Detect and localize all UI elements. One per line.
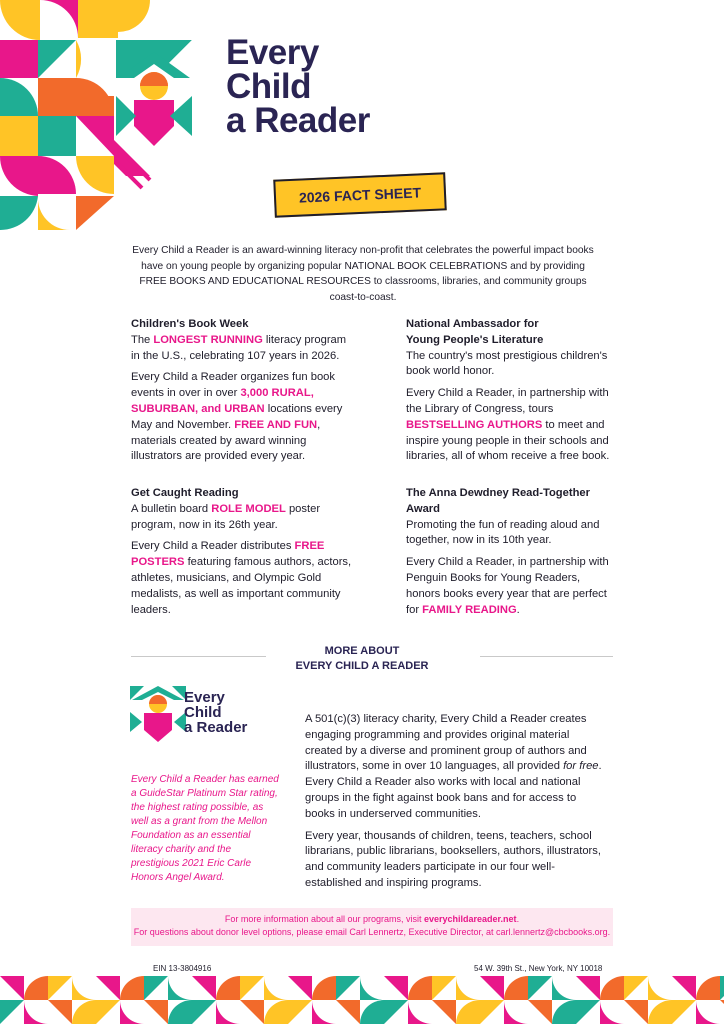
footer-tile (336, 976, 360, 1000)
footer-tile (0, 1000, 24, 1024)
footer-tile (192, 1000, 216, 1024)
footer-tile (432, 1000, 456, 1024)
website-link[interactable]: everychildareader.net (424, 914, 517, 924)
footer-tile (360, 1000, 384, 1024)
footer-tile (408, 976, 432, 1000)
footer-tile (576, 1000, 600, 1024)
footer-tile (672, 976, 696, 1000)
section-paragraph: Every Child a Reader organizes fun book events in over in over 3,000 RURAL, SUBURBAN, and URBAN locations every May and November. FREE AND FUN, materials created by award winning illustrators are provided every year. (131, 371, 343, 463)
footer-tile (552, 976, 576, 1000)
section-get-caught-reading (131, 486, 361, 624)
footer-tile (312, 976, 336, 1000)
footer-tile (192, 976, 216, 1000)
info-line-email: For questions about donor level options, please email Carl Lennertz, Executive Director, at carl.lennertz@cbcbooks.org. (133, 927, 611, 937)
footer-tile (504, 1000, 528, 1024)
footer-tile (672, 1000, 696, 1024)
footer-tile (48, 1000, 72, 1024)
geometric-corner-art (0, 0, 220, 230)
logo-line-a-reader: a Reader (226, 101, 370, 140)
footer-tile (528, 1000, 552, 1024)
section-paragraph: Every Child a Reader, in partnership with the Library of Congress, tours BESTSELLING AUTHORS to meet and inspire young people in their schools and libraries, all of whom receive a free book. (406, 387, 610, 463)
section-title: Children's Book Week (131, 318, 249, 330)
footer-tile (96, 1000, 120, 1024)
section-paragraph: Every Child a Reader distributes FREE POSTERS featuring famous authors, actors, athletes, musicians, and Olympic Gold medalists, as well as important community leaders. (131, 540, 352, 616)
about-text (305, 712, 605, 898)
footer-tile (120, 1000, 144, 1024)
footer-tile (480, 1000, 504, 1024)
footer-tile (600, 976, 624, 1000)
footer-tile (456, 1000, 480, 1024)
footer-tile (288, 1000, 312, 1024)
footer-tile (24, 1000, 48, 1024)
footer-tile (456, 976, 480, 1000)
footer-tile (648, 976, 672, 1000)
about-paragraph: A 501(c)(3) literacy charity, Every Child a Reader creates engaging programming and provides original material created by a diverse and prominent group of authors and illustrators, some in over 10 languages, all provided for free. Every Child a Reader also works with local and national groups in the fight against book bans and for access to books in underserved communities. (305, 713, 602, 820)
footer-tile (216, 976, 240, 1000)
footer-tile (240, 976, 264, 1000)
footer-tile (264, 976, 288, 1000)
footer-tile (120, 976, 144, 1000)
contact-info-box (131, 908, 613, 946)
footer-tile (504, 976, 528, 1000)
section-paragraph: The LONGEST RUNNING literacy program in the U.S., celebrating 107 years in 2026. (131, 333, 347, 362)
footer-tile (696, 1000, 720, 1024)
footer-tile (96, 976, 120, 1000)
section-title: Get Caught Reading (131, 487, 239, 499)
section-paragraph: Every Child a Reader, in partnership with Penguin Books for Young Readers, honors books every year that are perfect for FAMILY READING. (406, 556, 609, 616)
section-national-ambassador (406, 317, 616, 471)
section-childrens-book-week (131, 317, 353, 471)
footer-tile (624, 1000, 648, 1024)
footer-tile (432, 976, 456, 1000)
footer-tile (48, 976, 72, 1000)
footer-tile (72, 976, 96, 1000)
more-about-heading: MORE ABOUT EVERY CHILD A READER (295, 645, 429, 672)
footer-tile (552, 1000, 576, 1024)
footer-tile (144, 976, 168, 1000)
footer-tile (288, 976, 312, 1000)
section-paragraph: A bulletin board ROLE MODEL poster program, now in its 26th year. (131, 502, 321, 531)
logo-line-child: Child (226, 67, 311, 106)
footer-tile (696, 976, 720, 1000)
guidestar-note: Every Child a Reader has earned a GuideStar Platinum Star rating, the highest rating possible, as well as a grant from the Mellon Foundation as an essential literacy charity and the prestigious 2021 Eric Carle Honors Angel Award. (131, 774, 279, 883)
ein-number: EIN 13-3804916 (153, 964, 212, 973)
footer-tile (624, 976, 648, 1000)
footer-tile (576, 976, 600, 1000)
footer-tile (480, 976, 504, 1000)
footer-tile (264, 1000, 288, 1024)
geometric-footer-art (0, 976, 724, 1024)
footer-tile (600, 1000, 624, 1024)
mailing-address: 54 W. 39th St., New York, NY 10018 (474, 964, 603, 973)
footer-tile (360, 976, 384, 1000)
section-title: National Ambassador for Young People's Literature (406, 318, 544, 346)
footer-tile (168, 976, 192, 1000)
logo-line-every: Every (226, 33, 319, 72)
footer-tile (648, 1000, 672, 1024)
footer-tile (408, 1000, 432, 1024)
section-anna-dewdney-award (406, 486, 616, 624)
footer-tile (384, 1000, 408, 1024)
logo-wordmark (226, 33, 370, 140)
section-paragraph: The country's most prestigious children's book world honor. (406, 349, 608, 378)
section-title: The Anna Dewdney Read-Together Award (406, 487, 590, 515)
footer-tile (144, 1000, 168, 1024)
footer-tile (720, 1000, 724, 1024)
footer-tile (240, 1000, 264, 1024)
footer-tile (216, 1000, 240, 1024)
section-paragraph: Promoting the fun of reading aloud and together, now in its 10th year. (406, 518, 600, 547)
about-paragraph: Every year, thousands of children, teens, teachers, school librarians, public librarians, booksellers, authors, illustrators, and community leaders participate in our four well-established and inspiring programs. (305, 829, 601, 889)
fact-sheet-banner: 2026 FACT SHEET (273, 172, 446, 217)
small-logo-wordmark: Every Child a Reader (184, 689, 248, 736)
footer-tile (24, 976, 48, 1000)
info-line-website: For more information about all our programs, visit everychildareader.net. (224, 914, 520, 924)
footer-tile (336, 1000, 360, 1024)
footer-tile (168, 1000, 192, 1024)
footer-tile (528, 976, 552, 1000)
small-logo-icon (130, 686, 186, 742)
footer-tile (72, 1000, 96, 1024)
footer-tile (0, 976, 24, 1000)
footer-tile (384, 976, 408, 1000)
footer-tile (720, 976, 724, 1000)
footer-tile (312, 1000, 336, 1024)
intro-paragraph: Every Child a Reader is an award-winning literacy non-profit that celebrates the powerful impact books have on young people by organizing popular NATIONAL BOOK CELEBRATIONS and by providing FREE BOOKS AND EDUCATIONAL RESOURCES to classrooms, libraries, and community groups coast-to-coast. (132, 245, 594, 303)
